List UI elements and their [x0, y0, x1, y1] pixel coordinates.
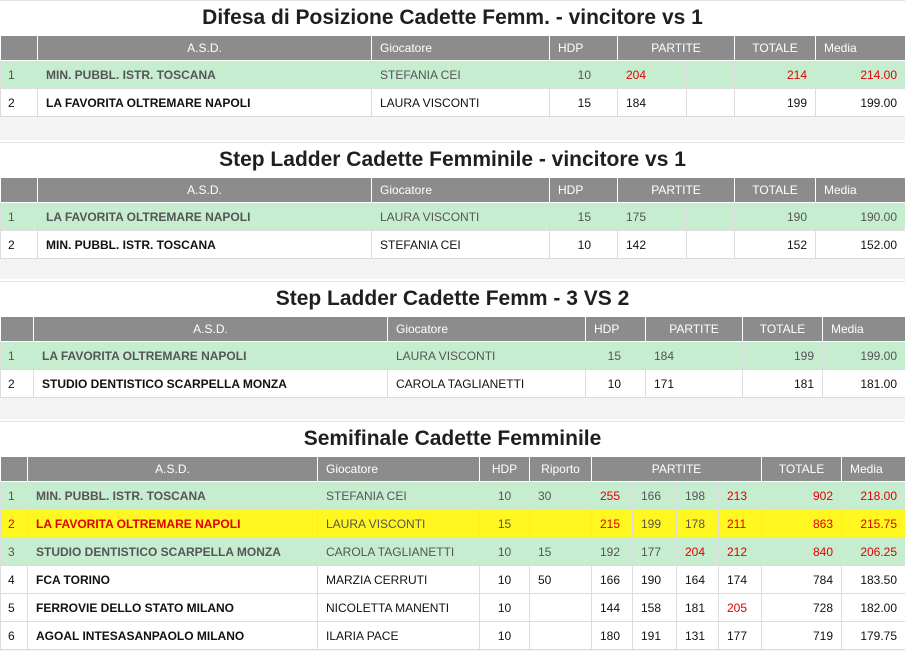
row-game-2: 191 — [633, 622, 677, 650]
row-position: 2 — [1, 231, 38, 259]
row-game-1: 184 — [618, 89, 687, 117]
row-media: 214.00 — [816, 61, 905, 89]
row-total: 863 — [762, 510, 842, 538]
row-club: LA FAVORITA OLTREMARE NAPOLI — [38, 203, 372, 231]
table-header-row — [1, 457, 905, 482]
header-hdp: HDP — [586, 317, 646, 342]
row-game-empty — [687, 231, 735, 259]
header-pos — [1, 36, 38, 61]
table-row — [1, 61, 905, 89]
row-game-1: 215 — [592, 510, 633, 538]
row-game-4: 177 — [719, 622, 762, 650]
row-total: 181 — [743, 370, 823, 398]
row-game-1: 166 — [592, 566, 633, 594]
row-total: 152 — [735, 231, 816, 259]
row-hdp: 15 — [550, 203, 618, 231]
row-riporto: 15 — [530, 538, 592, 566]
section-step-ladder-2 — [0, 281, 905, 419]
row-hdp: 10 — [480, 566, 530, 594]
row-media: 179.75 — [842, 622, 905, 650]
row-riporto — [530, 622, 592, 650]
row-game-empty — [687, 203, 735, 231]
section-title: Difesa di Posizione Cadette Femm. - vincitore vs 1 — [0, 1, 905, 35]
header-giocatore: Giocatore — [372, 178, 550, 203]
row-media: 190.00 — [816, 203, 905, 231]
row-position: 2 — [1, 510, 28, 538]
header-hdp: HDP — [550, 178, 618, 203]
section-title: Step Ladder Cadette Femminile - vincitore vs 1 — [0, 143, 905, 177]
header-totale: TOTALE — [735, 178, 816, 203]
row-club: LA FAVORITA OLTREMARE NAPOLI — [38, 89, 372, 117]
row-hdp: 15 — [480, 510, 530, 538]
row-club: FCA TORINO — [28, 566, 318, 594]
row-player: LAURA VISCONTI — [318, 510, 480, 538]
header-partite: PARTITE — [618, 178, 735, 203]
row-game-1: 255 — [592, 482, 633, 510]
row-game-1: 144 — [592, 594, 633, 622]
results-table — [0, 456, 905, 650]
header-giocatore: Giocatore — [318, 457, 480, 482]
header-giocatore: Giocatore — [388, 317, 586, 342]
row-club: MIN. PUBBL. ISTR. TOSCANA — [28, 482, 318, 510]
header-asd: A.S.D. — [34, 317, 388, 342]
header-asd: A.S.D. — [38, 178, 372, 203]
row-total: 190 — [735, 203, 816, 231]
row-club: LA FAVORITA OLTREMARE NAPOLI — [34, 342, 388, 370]
row-player: MARZIA CERRUTI — [318, 566, 480, 594]
row-media: 152.00 — [816, 231, 905, 259]
section-title: Step Ladder Cadette Femm - 3 VS 2 — [0, 282, 905, 316]
row-game-3: 181 — [677, 594, 719, 622]
row-media: 181.00 — [823, 370, 905, 398]
row-hdp: 10 — [480, 538, 530, 566]
row-club: MIN. PUBBL. ISTR. TOSCANA — [38, 231, 372, 259]
row-hdp: 10 — [480, 482, 530, 510]
row-player: LAURA VISCONTI — [372, 89, 550, 117]
row-position: 2 — [1, 89, 38, 117]
row-riporto — [530, 594, 592, 622]
header-media: Media — [816, 36, 905, 61]
table-row — [1, 231, 905, 259]
table-row — [1, 370, 905, 398]
row-game-1: 204 — [618, 61, 687, 89]
row-game-2: 199 — [633, 510, 677, 538]
row-player: CAROLA TAGLIANETTI — [318, 538, 480, 566]
row-hdp: 15 — [586, 342, 646, 370]
header-partite: PARTITE — [592, 457, 762, 482]
header-pos — [1, 317, 34, 342]
row-game-3: 164 — [677, 566, 719, 594]
header-media: Media — [816, 178, 905, 203]
row-total: 840 — [762, 538, 842, 566]
table-header-row — [1, 36, 905, 61]
header-hdp: HDP — [550, 36, 618, 61]
section-difesa — [0, 0, 905, 140]
header-partite: PARTITE — [618, 36, 735, 61]
row-game-4: 212 — [719, 538, 762, 566]
header-pos — [1, 457, 28, 482]
row-game-2: 190 — [633, 566, 677, 594]
row-player: STEFANIA CEI — [372, 61, 550, 89]
row-media: 206.25 — [842, 538, 905, 566]
section-step-ladder-1 — [0, 142, 905, 279]
header-media: Media — [823, 317, 905, 342]
row-media: 182.00 — [842, 594, 905, 622]
table-row — [1, 203, 905, 231]
header-partite: PARTITE — [646, 317, 743, 342]
row-game-4: 174 — [719, 566, 762, 594]
header-giocatore: Giocatore — [372, 36, 550, 61]
row-game-4: 205 — [719, 594, 762, 622]
table-row — [1, 510, 905, 538]
row-media: 218.00 — [842, 482, 905, 510]
header-totale: TOTALE — [735, 36, 816, 61]
row-position: 2 — [1, 370, 34, 398]
row-club: LA FAVORITA OLTREMARE NAPOLI — [28, 510, 318, 538]
row-game-2: 158 — [633, 594, 677, 622]
row-hdp: 10 — [480, 594, 530, 622]
row-game-1: 180 — [592, 622, 633, 650]
row-hdp: 10 — [480, 622, 530, 650]
row-game-1: 192 — [592, 538, 633, 566]
header-asd: A.S.D. — [38, 36, 372, 61]
table-row — [1, 566, 905, 594]
row-game-3: 204 — [677, 538, 719, 566]
row-player: LAURA VISCONTI — [388, 342, 586, 370]
row-game-1: 171 — [646, 370, 743, 398]
row-club: AGOAL INTESASANPAOLO MILANO — [28, 622, 318, 650]
row-hdp: 15 — [550, 89, 618, 117]
row-club: FERROVIE DELLO STATO MILANO — [28, 594, 318, 622]
row-hdp: 10 — [550, 61, 618, 89]
row-total: 199 — [743, 342, 823, 370]
row-hdp: 10 — [550, 231, 618, 259]
row-club: STUDIO DENTISTICO SCARPELLA MONZA — [28, 538, 318, 566]
row-game-empty — [687, 89, 735, 117]
row-game-empty — [687, 61, 735, 89]
row-media: 199.00 — [816, 89, 905, 117]
table-row — [1, 342, 905, 370]
row-total: 719 — [762, 622, 842, 650]
header-riporto: Riporto — [530, 457, 592, 482]
row-player: STEFANIA CEI — [372, 231, 550, 259]
row-total: 214 — [735, 61, 816, 89]
row-player: LAURA VISCONTI — [372, 203, 550, 231]
row-game-3: 178 — [677, 510, 719, 538]
header-totale: TOTALE — [743, 317, 823, 342]
results-table — [0, 316, 905, 398]
row-player: NICOLETTA MANENTI — [318, 594, 480, 622]
row-total: 728 — [762, 594, 842, 622]
row-game-3: 131 — [677, 622, 719, 650]
results-table — [0, 35, 905, 117]
row-game-1: 184 — [646, 342, 743, 370]
row-player: ILARIA PACE — [318, 622, 480, 650]
row-riporto: 30 — [530, 482, 592, 510]
row-game-4: 213 — [719, 482, 762, 510]
row-position: 6 — [1, 622, 28, 650]
section-semifinale — [0, 421, 905, 651]
row-game-1: 142 — [618, 231, 687, 259]
table-row — [1, 538, 905, 566]
row-game-3: 198 — [677, 482, 719, 510]
row-position: 5 — [1, 594, 28, 622]
row-club: STUDIO DENTISTICO SCARPELLA MONZA — [34, 370, 388, 398]
row-player: CAROLA TAGLIANETTI — [388, 370, 586, 398]
row-position: 4 — [1, 566, 28, 594]
row-hdp: 10 — [586, 370, 646, 398]
row-position: 1 — [1, 61, 38, 89]
row-game-1: 175 — [618, 203, 687, 231]
row-player: STEFANIA CEI — [318, 482, 480, 510]
row-media: 199.00 — [823, 342, 905, 370]
header-hdp: HDP — [480, 457, 530, 482]
table-row — [1, 482, 905, 510]
row-total: 902 — [762, 482, 842, 510]
row-position: 1 — [1, 482, 28, 510]
row-game-4: 211 — [719, 510, 762, 538]
row-position: 1 — [1, 342, 34, 370]
table-header-row — [1, 317, 905, 342]
section-title: Semifinale Cadette Femminile — [0, 422, 905, 456]
row-game-2: 177 — [633, 538, 677, 566]
row-total: 784 — [762, 566, 842, 594]
table-header-row — [1, 178, 905, 203]
table-row — [1, 622, 905, 650]
row-club: MIN. PUBBL. ISTR. TOSCANA — [38, 61, 372, 89]
row-riporto: 50 — [530, 566, 592, 594]
header-asd: A.S.D. — [28, 457, 318, 482]
row-media: 215.75 — [842, 510, 905, 538]
row-position: 3 — [1, 538, 28, 566]
table-row — [1, 594, 905, 622]
header-totale: TOTALE — [762, 457, 842, 482]
row-riporto — [530, 510, 592, 538]
header-pos — [1, 178, 38, 203]
row-total: 199 — [735, 89, 816, 117]
row-game-2: 166 — [633, 482, 677, 510]
row-media: 183.50 — [842, 566, 905, 594]
header-media: Media — [842, 457, 905, 482]
row-position: 1 — [1, 203, 38, 231]
table-row — [1, 89, 905, 117]
results-table — [0, 177, 905, 259]
